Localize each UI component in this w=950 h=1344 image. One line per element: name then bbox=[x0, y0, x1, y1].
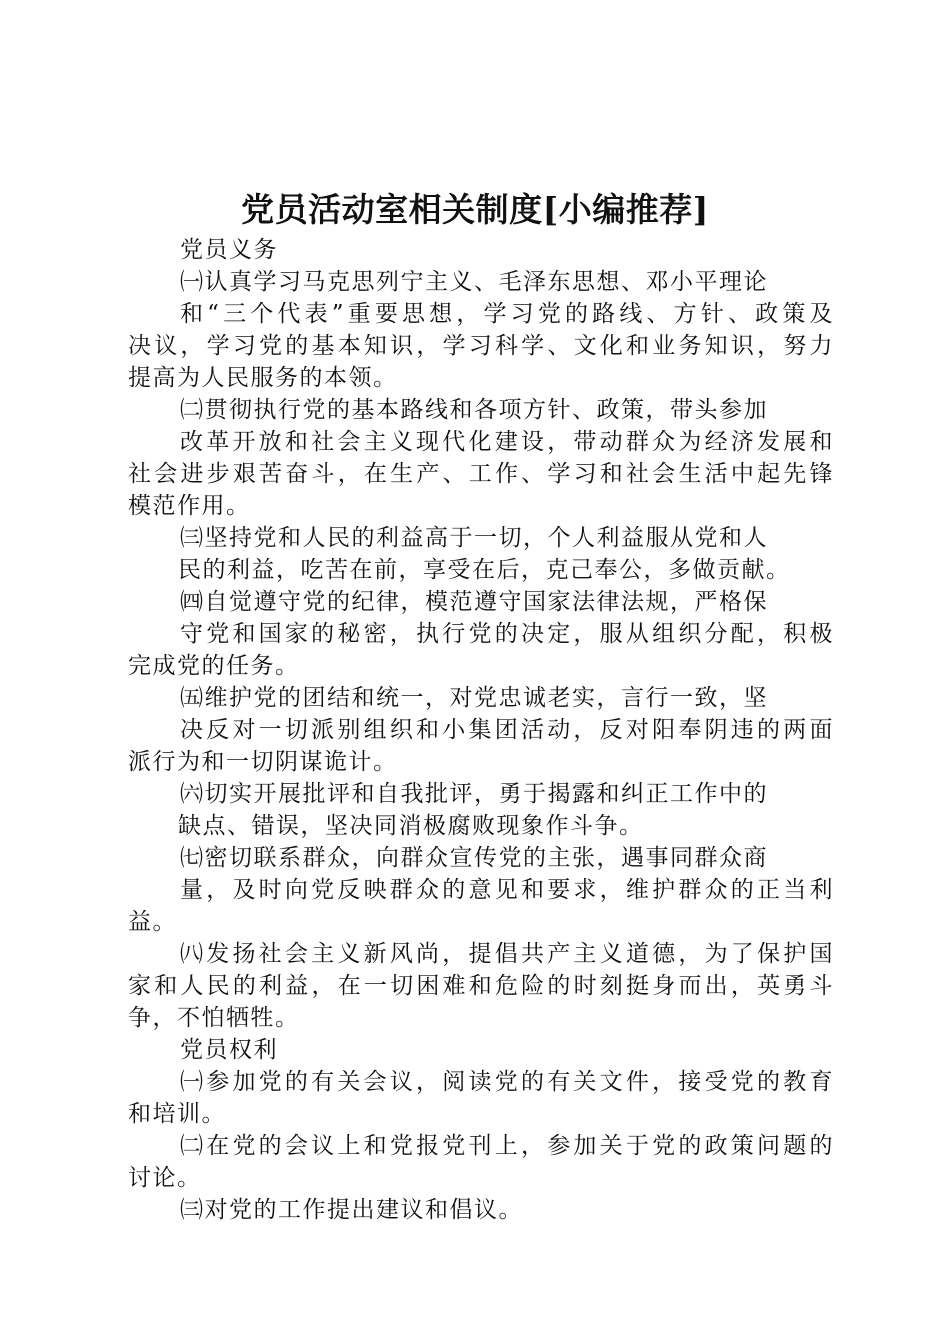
document-body bbox=[128, 234, 834, 1226]
duty-6-line-2: 缺点、错误，坚决同消极腐败现象作斗争。 bbox=[178, 813, 644, 839]
duty-7-line-2: 量，及时向党反映群众的意见和要求，维护群众的正当利 bbox=[180, 877, 834, 903]
duty-6-line-1: ㈥切实开展批评和自我批评，勇于揭露和纠正工作中的 bbox=[180, 781, 768, 807]
duty-4-line-1: ㈣自觉遵守党的纪律，模范遵守国家法律法规，严格保 bbox=[180, 589, 768, 615]
duty-1-line-3: 决议，学习党的基本知识，学习科学、文化和业务知识，努力 bbox=[128, 333, 834, 359]
document-title: 党员活动室相关制度[小编推荐] bbox=[241, 190, 709, 229]
duty-5-line-1: ㈤维护党的团结和统一，对党忠诚老实，言行一致，坚 bbox=[180, 685, 768, 711]
duty-3-line-2: 民的利益，吃苦在前，享受在后，克己奉公，多做贡献。 bbox=[178, 557, 791, 583]
right-3-line-1: ㈢对党的工作提出建议和倡议。 bbox=[180, 1197, 523, 1223]
duty-4-line-2: 守党和国家的秘密，执行党的决定，服从组织分配，积极 bbox=[180, 621, 834, 647]
section-heading-duties: 党员义务 bbox=[180, 237, 278, 263]
right-1-line-1: ㈠参加党的有关会议，阅读党的有关文件，接受党的教育 bbox=[180, 1069, 834, 1095]
duty-1-line-2: 和“三个代表”重要思想，学习党的路线、方针、政策及 bbox=[180, 301, 834, 327]
duty-4-line-3: 完成党的任务。 bbox=[128, 653, 300, 679]
duty-7-line-3: 益。 bbox=[128, 909, 177, 935]
duty-5-line-3: 派行为和一切阴谋诡计。 bbox=[128, 749, 398, 775]
duty-3-line-1: ㈢坚持党和人民的利益高于一切，个人利益服从党和人 bbox=[180, 525, 768, 551]
duty-8-line-1: ㈧发扬社会主义新风尚，提倡共产主义道德，为了保护国 bbox=[180, 941, 834, 967]
section-heading-rights: 党员权利 bbox=[180, 1037, 278, 1063]
duty-1-line-4: 提高为人民服务的本领。 bbox=[128, 365, 398, 391]
duty-2-line-4: 模范作用。 bbox=[128, 493, 251, 519]
right-2-line-2: 讨论。 bbox=[128, 1165, 202, 1191]
duty-8-line-3: 争，不怕牺牲。 bbox=[128, 1005, 300, 1031]
duty-1-line-1: ㈠认真学习马克思列宁主义、毛泽东思想、邓小平理论 bbox=[180, 269, 768, 295]
duty-5-line-2: 决反对一切派别组织和小集团活动，反对阳奉阴违的两面 bbox=[180, 717, 834, 743]
duty-7-line-1: ㈦密切联系群众，向群众宣传党的主张，遇事同群众商 bbox=[180, 845, 768, 871]
right-2-line-1: ㈡在党的会议上和党报党刊上，参加关于党的政策问题的 bbox=[180, 1133, 834, 1159]
duty-8-line-2: 家和人民的利益，在一切困难和危险的时刻挺身而出，英勇斗 bbox=[128, 973, 834, 999]
duty-2-line-2: 改革开放和社会主义现代化建设，带动群众为经济发展和 bbox=[180, 429, 834, 455]
duty-2-line-3: 社会进步艰苦奋斗，在生产、工作、学习和社会生活中起先锋 bbox=[128, 461, 834, 487]
duty-2-line-1: ㈡贯彻执行党的基本路线和各项方针、政策，带头参加 bbox=[180, 397, 768, 423]
right-1-line-2: 和培训。 bbox=[128, 1101, 226, 1127]
